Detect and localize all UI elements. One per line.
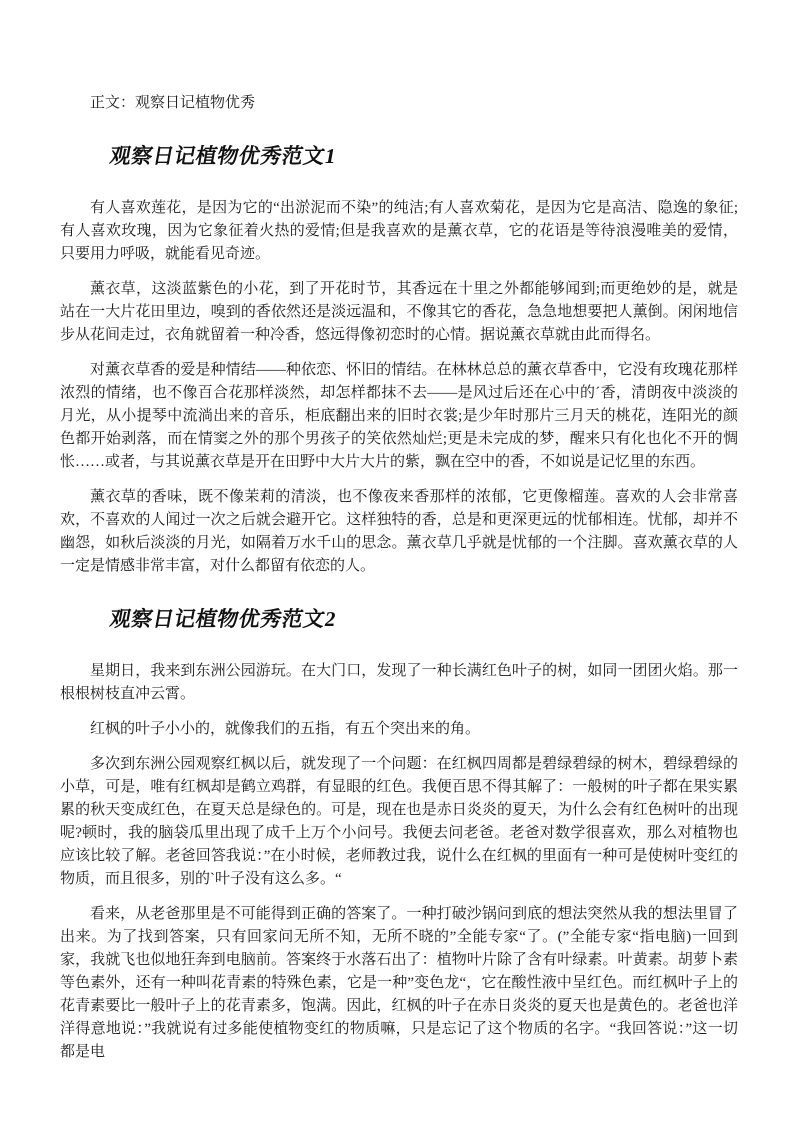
section-2-paragraph-4: 看来，从老爸那里是不可能得到正确的答案了。一种打破沙锅问到底的想法突然从我的想法里冒了出来。为了找到答案，只有回家问无所不知，无所不晓的”全能专家“了。(”全能专家“指电脑)一回到家，我就飞也似地狂奔到电脑前。答案终于水落石出了：植物叶片除了含有叶绿素。叶黄素。胡萝卜素等色素外，还有一种叫花青素的特殊色素，它是一种”变色龙“，它在酸性液中呈红色。而红枫叶子上的花青素要比一般叶子上的花青素多，饱满。因此，红枫的叶子在赤日炎炎的夏天也是黄色的。老爸也洋洋得意地说：”我就说有过多能使植物变红的物质嘛，只是忘记了这个物质的名字。“我回答说：”这一切都是电 <box>60 906 738 1060</box>
section-essay-1 <box>60 141 738 578</box>
section-essay-2 <box>60 604 738 1064</box>
section-2-heading-text: 观察日记植物优秀范文2 <box>107 607 339 631</box>
section-1-paragraph-4: 薰衣草的香味，既不像茉莉的清淡，也不像夜来香那样的浓郁，它更像榴莲。喜欢的人会非常喜欢，不喜欢的人闻过一次之后就会避开它。这样独特的香，总是和更深更远的忧郁相连。忧郁，却并不幽怨，如秋后淡淡的月光，如隔着万水千山的思念。薰衣草几乎就是忧郁的一个注脚。喜欢薰衣草的人一定是情感非常丰富，对什么都留有依恋的人。 <box>60 489 738 574</box>
section-2-heading <box>60 604 738 634</box>
section-2-paragraph-1: 星期日，我来到东洲公园游玩。在大门口，发现了一种长满红色叶子的树，如同一团团火焰。那一根根树枝直冲云霄。 <box>60 663 738 702</box>
section-1-paragraph-1: 有人喜欢莲花，是因为它的“出淤泥而不染”的纯洁;有人喜欢菊花，是因为它是高洁、隐逸的象征;有人喜欢玫瑰，因为它象征着火热的爱情;但是我喜欢的是薰衣草，它的花语是等待浪漫唯美的爱情，只要用力呼吸，就能看见奇迹。 <box>60 200 738 262</box>
section-1-paragraph-3: 对薰衣草香的爱是种情结——种依恋、怀旧的情结。在林林总总的薰衣草香中，它没有玫瑰花那样浓烈的情绪，也不像百合花那样淡然，却怎样都抹不去——是风过后还在心中的´香，清朗夜中淡淡的月光，从小提琴中流淌出来的音乐，柜底翻出来的旧时衣裳;是少年时那片三月天的桃花，连阳光的颜色都开始剥落，而在情窦之外的那个男孩子的笑依然灿烂;更是未完成的梦，醒来只有化也化不开的惆怅……或者，与其说薰衣草是开在田野中大片大片的紫，飘在空中的香，不如说是记忆里的东西。 <box>60 362 738 470</box>
section-1-paragraph-2: 薰衣草，这淡蓝紫色的小花，到了开花时节，其香远在十里之外都能够闻到;而更绝妙的是，就是站在一大片花田里边，嗅到的香依然还是淡远温和，不像其它的香花，急急地想要把人薰倒。闲闲地信步从花间走过，衣角就留着一种冷香，悠远得像初恋时的心情。据说薰衣草就由此而得名。 <box>60 281 738 343</box>
section-1-heading-text: 观察日记植物优秀范文1 <box>107 144 339 168</box>
section-2-paragraph-3: 多次到东洲公园观察红枫以后，就发现了一个问题：在红枫四周都是碧绿碧绿的树木，碧绿碧绿的小草，可是，唯有红枫却是鹤立鸡群，有显眼的红色。我便百思不得其解了：一般树的叶子都在果实累累的秋天变成红色，在夏天总是绿色的。可是，现在也是赤日炎炎的夏天，为什么会有红色树叶的出现呢?顿时，我的脑袋瓜里出现了成千上万个小问号。我便去问老爸。老爸对数学很喜欢，那么对植物也应该比较了解。老爸回答我说：”在小时候，老师教过我，说什么在红枫的里面有一种可是使树叶变红的物质，而且很多，别的`叶子没有这么多。“ <box>60 756 738 887</box>
section-1-heading <box>60 141 738 171</box>
body-label-line: 正文：观察日记植物优秀 <box>90 95 256 111</box>
section-2-paragraph-2: 红枫的叶子小小的，就像我们的五指，有五个突出来的角。 <box>90 721 481 737</box>
